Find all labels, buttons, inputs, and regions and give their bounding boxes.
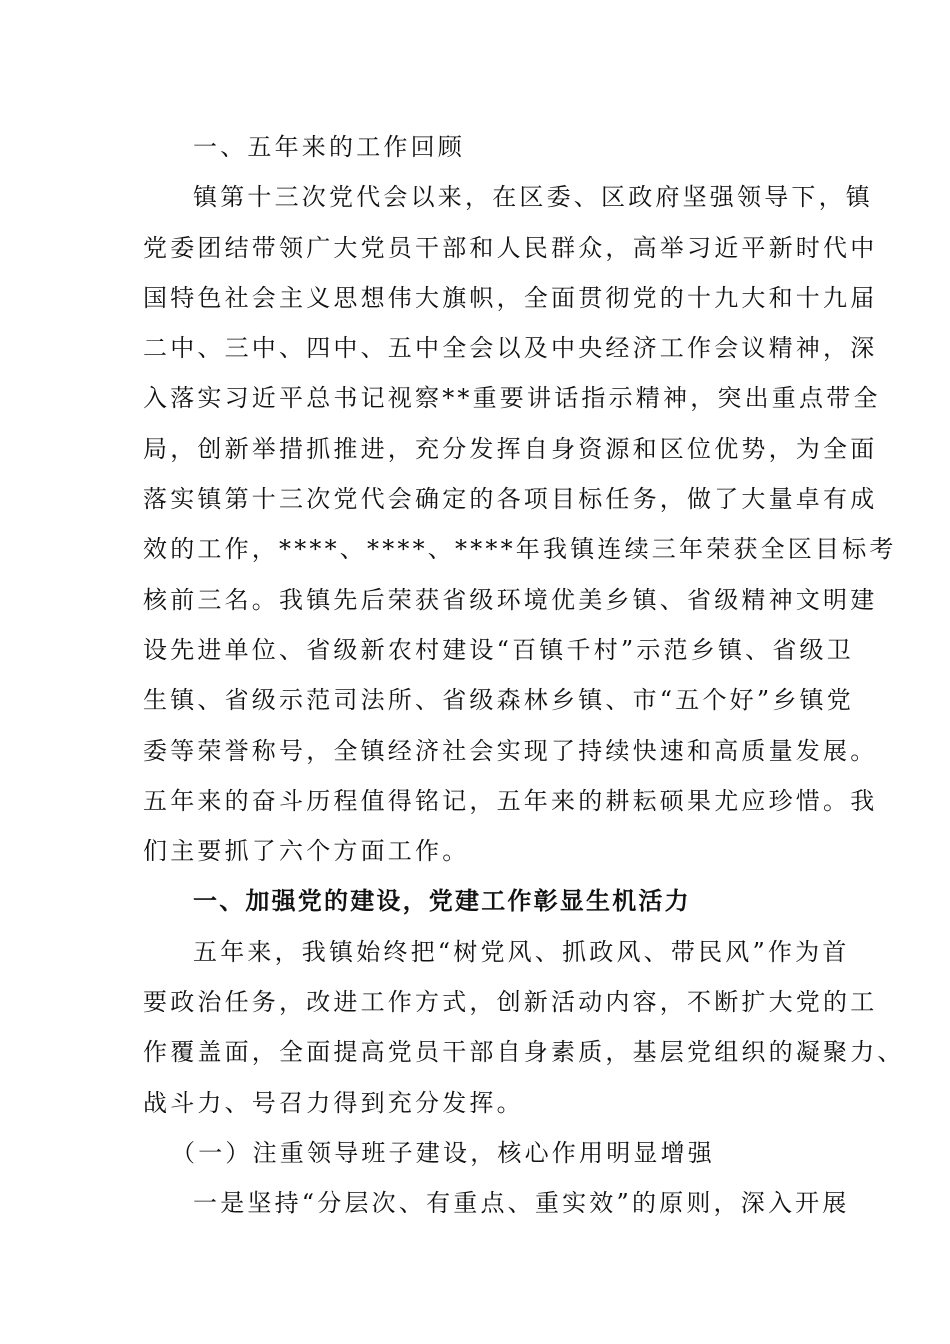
paragraph-line: 设先进单位、省级新农村建设“百镇千村”示范乡镇、省级卫 xyxy=(143,635,854,664)
paragraph-line: 二中、三中、四中、五中全会以及中央经济工作会议精神，深 xyxy=(143,334,878,363)
paragraph-line: 战斗力、号召力得到充分发挥。 xyxy=(143,1088,524,1117)
paragraph-line: 局，创新举措抓推进，充分发挥自身资源和区位优势，为全面 xyxy=(143,434,878,463)
paragraph-line: 党委团结带领广大党员干部和人民群众，高举习近平新时代中 xyxy=(143,233,878,262)
paragraph-line: 落实镇第十三次党代会确定的各项目标任务，做了大量卓有成 xyxy=(143,485,878,514)
paragraph-line: 核前三名。我镇先后荣获省级环境优美乡镇、省级精神文明建 xyxy=(143,585,878,614)
paragraph-line: 们主要抓了六个方面工作。 xyxy=(143,837,470,866)
bold-heading: 一、加强党的建设，党建工作彰显生机活力 xyxy=(193,887,691,916)
paragraph-line: 生镇、省级示范司法所、省级森林乡镇、市“五个好”乡镇党 xyxy=(143,686,854,715)
paragraph-line: 委等荣誉称号，全镇经济社会实现了持续快速和高质量发展。 xyxy=(143,736,878,765)
document-body xyxy=(143,122,905,1229)
paragraph-line: 五年来的奋斗历程值得铭记，五年来的耕耘硕果尤应珍惜。我 xyxy=(143,786,878,815)
paragraph-work-review xyxy=(143,172,897,876)
paragraph-line: 五年来，我镇始终把“树党风、抓政风、带民风”作为首 xyxy=(193,937,850,966)
paragraph-line: 要政治任务，改进工作方式，创新活动内容，不断扩大党的工 xyxy=(143,988,878,1017)
section-title: 一、五年来的工作回顾 xyxy=(193,133,465,161)
paragraph-line: 效的工作，****、****、****年我镇连续三年荣获全区目标考 xyxy=(143,535,897,564)
paragraph-leadership xyxy=(143,1178,850,1228)
paragraph-line: 入落实习近平总书记视察**重要讲话指示精神，突出重点带全 xyxy=(143,384,881,413)
subheading: （一）注重领导班子建设，核心作用明显增强 xyxy=(171,1138,715,1167)
paragraph-line: 国特色社会主义思想伟大旗帜，全面贯彻党的十九大和十九届 xyxy=(143,283,878,312)
paragraph-line: 作覆盖面，全面提高党员干部自身素质，基层党组织的凝聚力、 xyxy=(143,1038,905,1067)
paragraph-party-building xyxy=(143,927,905,1128)
paragraph-line: 镇第十三次党代会以来，在区委、区政府坚强领导下，镇 xyxy=(193,183,873,212)
paragraph-line: 一是坚持“分层次、有重点、重实效”的原则，深入开展 xyxy=(193,1189,850,1218)
